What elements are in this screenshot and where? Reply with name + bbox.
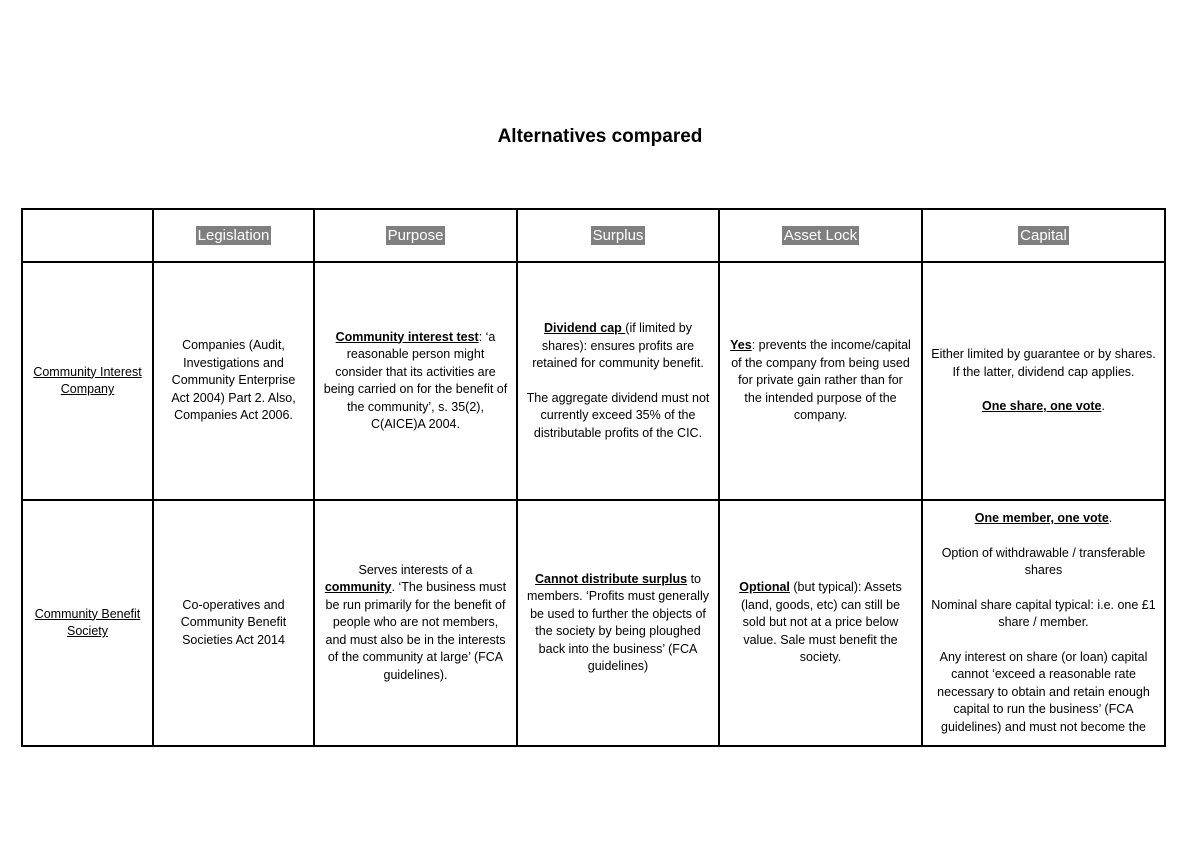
page-title: Alternatives compared [497, 126, 703, 147]
header-surplus: Surplus [517, 209, 719, 262]
row-name-cic: Community Interest Company [22, 262, 153, 500]
table-row [22, 500, 1165, 746]
cic-legislation: Companies (Audit, Investigations and Community Enterprise Act 2004) Part 2. Also, Companies Act 2006. [153, 262, 314, 500]
header-row [22, 209, 1165, 262]
table-row [22, 262, 1165, 500]
cic-asset-lock: Yes: prevents the income/capital of the company from being used for private gain rather than for the intended purpose of the company. [719, 262, 922, 500]
cic-capital: Either limited by guarantee or by shares. If the latter, dividend cap applies. One share, one vote. [922, 262, 1165, 500]
header-asset-lock: Asset Lock [719, 209, 922, 262]
cbs-capital: One member, one vote. Option of withdrawable / transferable shares Nominal share capital typical: i.e. one £1 share / member. Any interest on share (or loan) capital cannot ‘exceed a reasonable rate necessary to obtain and retain enough capital to run the business’ (FCA guidelines) and must not become the [922, 500, 1165, 746]
header-capital: Capital [922, 209, 1165, 262]
cic-purpose: Community interest test: ‘a reasonable person might consider that its activities are being carried on for the benefit of the community’, s. 35(2), C(AICE)A 2004. [314, 262, 517, 500]
header-legislation: Legislation [153, 209, 314, 262]
row-name-cbs: Community Benefit Society [22, 500, 153, 746]
cbs-legislation: Co-operatives and Community Benefit Societies Act 2014 [153, 500, 314, 746]
cbs-surplus: Cannot distribute surplus to members. ‘Profits must generally be used to further the objects of the society by being ploughed back into the business’ (FCA guidelines) [517, 500, 719, 746]
comparison-table [21, 208, 1166, 747]
cbs-asset-lock: Optional (but typical): Assets (land, goods, etc) can still be sold but not at a price below value. Sale must benefit the society. [719, 500, 922, 746]
corner-cell [22, 209, 153, 262]
cbs-purpose: Serves interests of a community. ‘The business must be run primarily for the benefit of people who are not members, and must also be in the interests of the community at large’ (FCA guidelines). [314, 500, 517, 746]
cic-surplus: Dividend cap (if limited by shares): ensures profits are retained for community benefit. The aggregate dividend must not currently exceed 35% of the distributable profits of the CIC. [517, 262, 719, 500]
header-purpose: Purpose [314, 209, 517, 262]
